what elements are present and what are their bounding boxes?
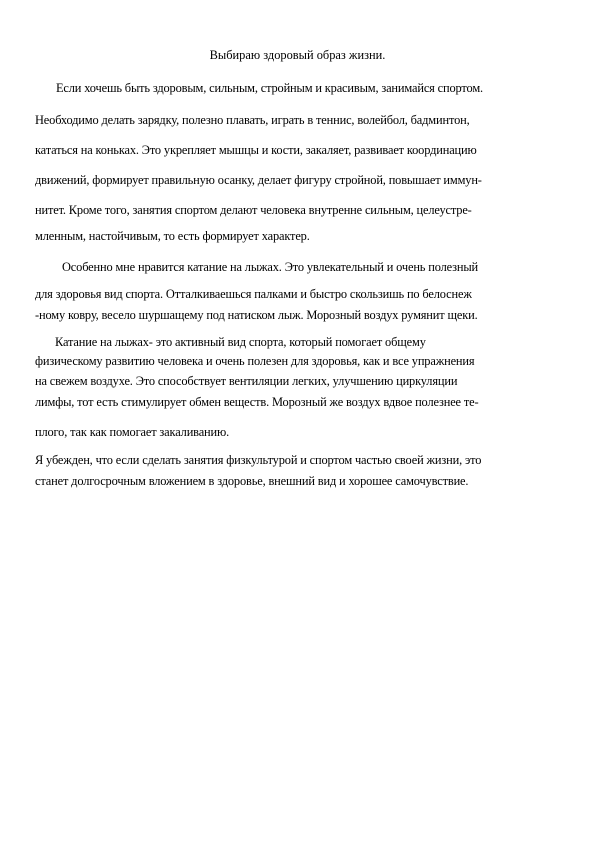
paragraph-1-line: кататься на коньках. Это укрепляет мышцы и кости, закаляет, развивает координацию [35, 143, 477, 157]
paragraph-2-line: -ному ковру, весело шуршащему под натиском лыж. Морозный воздух румянит щеки. [35, 308, 478, 322]
paragraph-2-line: для здоровья вид спорта. Отталкиваешься палками и быстро скользишь по белоснеж [35, 287, 472, 301]
paragraph-3-line: плого, так как помогает закаливанию. [35, 425, 230, 439]
paragraph-2-line: Особенно мне нравится катание на лыжах. Это увлекательный и очень полезный [62, 260, 479, 274]
paragraph-3-line: физическому развитию человека и очень полезен для здоровья, как и все упражнения [35, 354, 475, 368]
paragraph-4-line: станет долгосрочным вложением в здоровье, внешний вид и хорошее самочувствие. [35, 474, 469, 488]
paragraph-3-line: Катание на лыжах- это активный вид спорта, который помогает общему [55, 335, 426, 349]
paragraph-1-line: движений, формирует правильную осанку, делает фигуру стройной, повышает иммун- [35, 173, 482, 187]
paragraph-1-line: Необходимо делать зарядку, полезно плавать, играть в теннис, волейбол, бадминтон, [35, 113, 470, 127]
paragraph-3-line: лимфы, тот есть стимулирует обмен веществ. Морозный же воздух вдвое полезнее те- [35, 395, 479, 409]
paragraph-3-line: на свежем воздухе. Это способствует вентиляции легких, улучшению циркуляции [35, 374, 458, 388]
paragraph-1-line: нитет. Кроме того, занятия спортом делают человека внутренне сильным, целеустре- [35, 203, 472, 217]
paragraph-1-line: мленным, настойчивым, то есть формирует характер. [35, 229, 310, 243]
paragraph-4-line: Я убежден, что если сделать занятия физкультурой и спортом частью своей жизни, это [35, 453, 482, 467]
document-title: Выбираю здоровый образ жизни. [209, 48, 386, 62]
paragraph-1-line: Если хочешь быть здоровым, сильным, стройным и красивым, занимайся спортом. [56, 81, 483, 95]
